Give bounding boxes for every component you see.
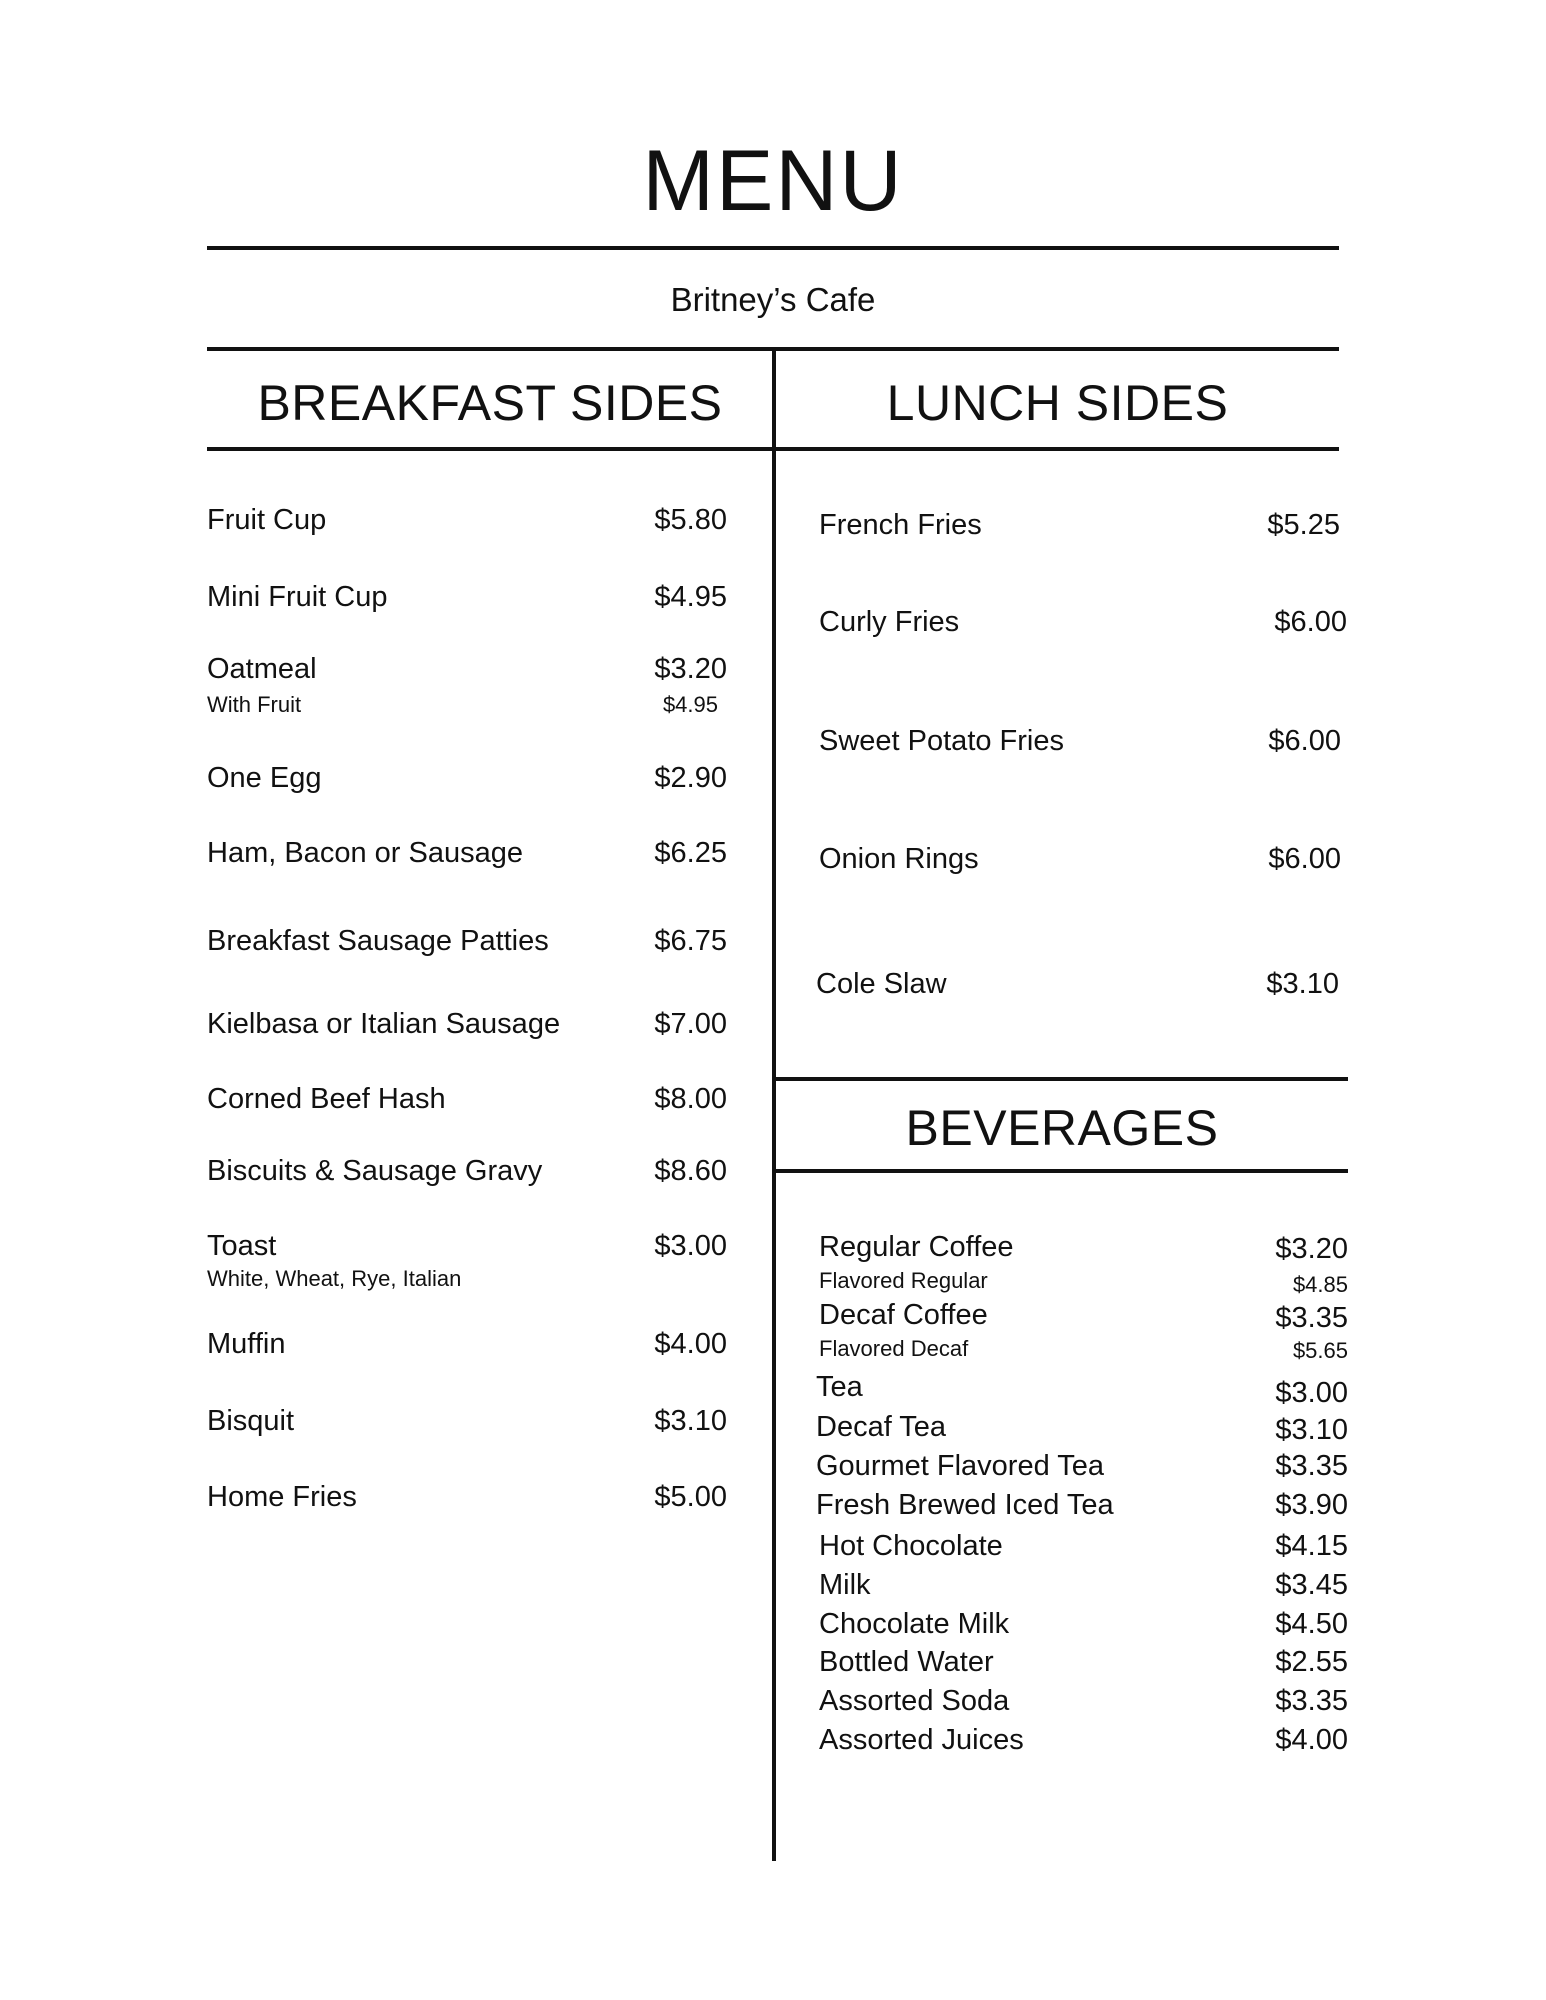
- list-item: Bottled Water: [819, 1646, 994, 1678]
- list-item: Corned Beef Hash: [207, 1083, 446, 1115]
- item-price: $3.00: [654, 1230, 727, 1262]
- breakfast-heading-divider: [207, 447, 773, 451]
- item-price: $2.90: [654, 762, 727, 794]
- item-price: $4.00: [1275, 1724, 1348, 1756]
- list-item: Decaf Tea: [816, 1411, 947, 1443]
- item-price: $8.60: [654, 1155, 727, 1187]
- item-note-price: $5.65: [1292, 1338, 1348, 1363]
- item-price: $3.10: [1275, 1414, 1348, 1446]
- item-price: $3.35: [1275, 1302, 1348, 1334]
- item-note: With Fruit: [207, 692, 302, 717]
- cafe-name: Britney’s Cafe: [670, 281, 876, 318]
- list-item: Fruit Cup: [207, 504, 327, 536]
- list-item: Sweet Potato Fries: [819, 725, 1064, 757]
- list-item: Chocolate Milk: [819, 1608, 1010, 1640]
- item-price: $6.00: [1268, 843, 1341, 875]
- list-item: Milk: [819, 1569, 871, 1601]
- item-price: $3.00: [1275, 1377, 1348, 1409]
- item-price: $4.50: [1275, 1608, 1348, 1640]
- item-note: White, Wheat, Rye, Italian: [207, 1266, 462, 1291]
- item-price: $6.75: [654, 925, 727, 957]
- list-item: Fresh Brewed Iced Tea: [816, 1489, 1114, 1521]
- list-item: Kielbasa or Italian Sausage: [207, 1008, 561, 1040]
- item-price: $6.25: [654, 837, 727, 869]
- list-item: Assorted Soda: [819, 1685, 1010, 1717]
- beverages-top-divider: [776, 1077, 1348, 1081]
- item-price: $3.10: [654, 1405, 727, 1437]
- item-price: $3.90: [1275, 1489, 1348, 1521]
- item-price: $4.15: [1275, 1530, 1348, 1562]
- item-price: $5.00: [654, 1481, 727, 1513]
- item-price: $3.20: [1275, 1233, 1348, 1265]
- list-item: Regular Coffee: [819, 1231, 1014, 1263]
- list-item: Ham, Bacon or Sausage: [207, 837, 523, 869]
- list-item: Mini Fruit Cup: [207, 581, 388, 613]
- list-item: Onion Rings: [819, 843, 979, 875]
- header-divider: [207, 246, 1339, 250]
- lunch-heading: LUNCH SIDES: [886, 375, 1229, 431]
- item-price: $3.45: [1275, 1569, 1348, 1601]
- breakfast-heading: BREAKFAST SIDES: [257, 375, 723, 431]
- list-item: Curly Fries: [819, 606, 960, 638]
- item-price: $5.80: [654, 504, 727, 536]
- list-item: Bisquit: [207, 1405, 295, 1437]
- item-price: $2.55: [1275, 1646, 1348, 1678]
- list-item: Tea: [816, 1371, 863, 1403]
- menu-title: MENU: [642, 133, 904, 229]
- list-item: Assorted Juices: [819, 1724, 1024, 1756]
- beverages-heading: BEVERAGES: [905, 1100, 1219, 1156]
- list-item: Toast: [207, 1230, 277, 1262]
- list-item: Biscuits & Sausage Gravy: [207, 1155, 543, 1187]
- item-note-price: $4.85: [1292, 1272, 1348, 1297]
- list-item: Cole Slaw: [816, 968, 947, 1000]
- item-price: $8.00: [654, 1083, 727, 1115]
- list-item: French Fries: [819, 509, 982, 541]
- item-price: $4.95: [654, 581, 727, 613]
- item-price: $3.35: [1275, 1450, 1348, 1482]
- list-item: One Egg: [207, 762, 322, 794]
- beverages-heading-divider: [776, 1169, 1348, 1173]
- item-note-price: $4.95: [662, 692, 718, 717]
- list-item: Hot Chocolate: [819, 1530, 1003, 1562]
- item-note: Flavored Decaf: [819, 1336, 969, 1361]
- item-price: $4.00: [654, 1328, 727, 1360]
- list-item: Breakfast Sausage Patties: [207, 925, 549, 957]
- list-item: Home Fries: [207, 1481, 357, 1513]
- list-item: Gourmet Flavored Tea: [816, 1450, 1104, 1482]
- list-item: Decaf Coffee: [819, 1299, 988, 1331]
- item-price: $3.20: [654, 653, 727, 685]
- lunch-heading-divider: [776, 447, 1339, 451]
- item-price: $6.00: [1274, 606, 1347, 638]
- list-item: Oatmeal: [207, 653, 317, 685]
- item-price: $5.25: [1267, 509, 1340, 541]
- list-item: Muffin: [207, 1328, 286, 1360]
- item-price: $3.10: [1266, 968, 1339, 1000]
- item-price: $3.35: [1275, 1685, 1348, 1717]
- item-price: $7.00: [654, 1008, 727, 1040]
- item-note: Flavored Regular: [819, 1268, 988, 1293]
- item-price: $6.00: [1268, 725, 1341, 757]
